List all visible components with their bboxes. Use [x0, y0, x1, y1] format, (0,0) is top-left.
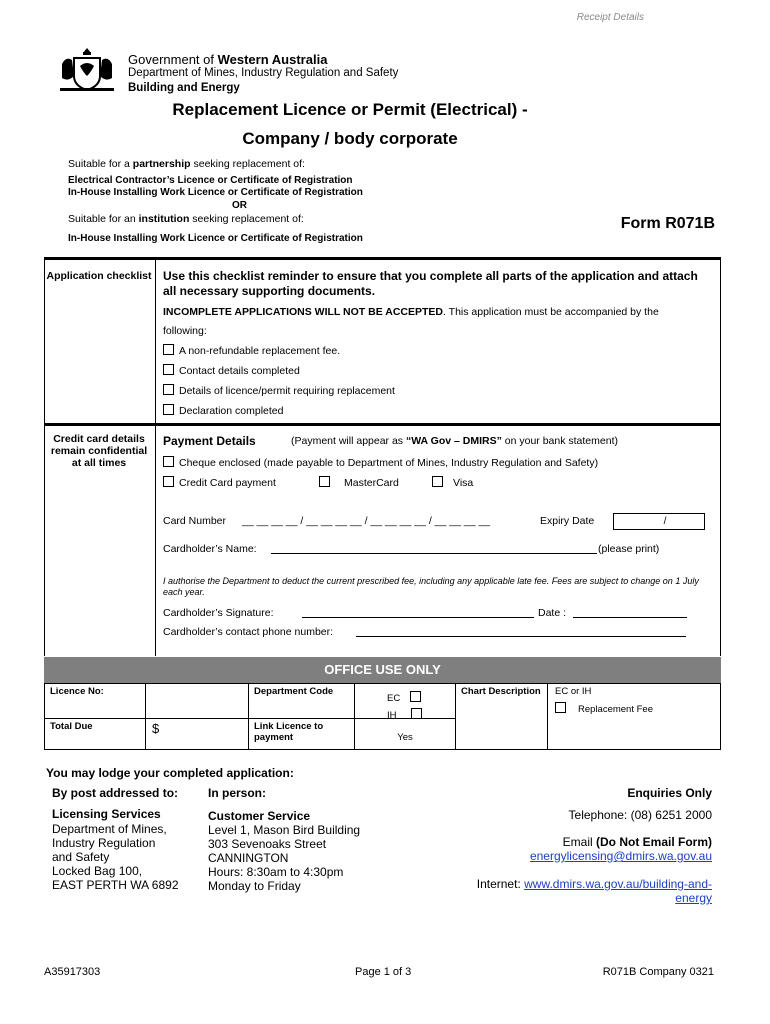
internet-line: Internet: www.dmirs.wa.gov.au/building-and- energy — [476, 877, 712, 905]
person-org: Customer Service — [208, 809, 311, 823]
form-title-line2: Company / body corporate — [242, 129, 458, 148]
chart-description-cell: Chart Description — [455, 683, 548, 750]
phone-line[interactable] — [356, 636, 686, 637]
footer-form-code: R071B Company 0321 — [602, 966, 714, 978]
checkbox[interactable] — [163, 404, 174, 415]
checkbox[interactable] — [163, 344, 174, 355]
ih-option: IH — [387, 708, 427, 721]
lodge-heading: You may lodge your completed application: — [46, 766, 294, 780]
checkbox[interactable] — [163, 364, 174, 375]
mastercard-checkbox[interactable] — [319, 476, 330, 487]
signature-line[interactable] — [302, 617, 534, 618]
label-column-divider — [155, 257, 156, 656]
email-link[interactable]: energylicensing@dmirs.wa.gov.au — [529, 849, 712, 863]
payment-note: (Payment will appear as “WA Gov – DMIRS” on your bank statement) — [291, 435, 618, 447]
checklist-item: Declaration completed — [163, 404, 283, 417]
intro-institution: Suitable for an institution seeking replacement of: — [68, 213, 304, 225]
intro-line-b: In-House Installing Work Licence or Certificate of Registration — [68, 187, 363, 198]
link-licence-yes-cell: Yes — [354, 718, 456, 750]
expiry-date-field[interactable]: / — [613, 513, 705, 530]
authorise-statement: I authorise the Department to deduct the current prescribed fee, including any applicable late fee. Fees are subject to change on 1 July each year. — [163, 576, 699, 597]
internet-link[interactable]: www.dmirs.wa.gov.au/building-and- — [524, 877, 712, 891]
ec-or-ih-label: EC or IH — [555, 686, 592, 697]
checklist-item: Contact details completed — [163, 364, 300, 377]
footer-doc-id: A35917303 — [44, 966, 101, 978]
ec-ih-cell — [354, 683, 456, 719]
intro-line-c: In-House Installing Work Licence or Certificate of Registration — [68, 233, 363, 244]
checklist-label: Application checklist — [46, 270, 152, 282]
email-label: Email (Do Not Email Form) — [562, 835, 712, 849]
phone-label: Cardholder’s contact phone number: — [163, 626, 334, 638]
form-title-line1: Replacement Licence or Permit (Electrical) - — [172, 100, 528, 119]
department-code-cell: Department Code — [248, 683, 355, 719]
telephone: Telephone: (08) 6251 2000 — [568, 808, 712, 822]
cheque-checkbox[interactable] — [163, 456, 174, 467]
signature-label: Cardholder’s Signature: — [163, 607, 274, 619]
replacement-fee-checkbox[interactable] — [555, 702, 566, 713]
date-line[interactable] — [573, 617, 687, 618]
card-number-label: Card Number — [163, 515, 227, 527]
ec-checkbox[interactable] — [410, 691, 421, 702]
expiry-date-label: Expiry Date — [540, 515, 595, 527]
section-divider-top — [44, 257, 721, 260]
licence-no-cell: Licence No: — [44, 683, 146, 719]
credit-card-checkbox[interactable] — [163, 476, 174, 487]
office-use-bar: OFFICE USE ONLY — [44, 657, 721, 683]
payment-left-border — [44, 423, 45, 656]
intro-or: OR — [232, 200, 247, 211]
total-due-cell: Total Due — [44, 718, 146, 750]
credit-card-option: Credit Card payment — [163, 476, 276, 489]
cardholder-name-label: Cardholder’s Name: — [163, 543, 257, 555]
enquiries-heading: Enquiries Only — [627, 786, 712, 800]
checklist-warning-cont: following: — [163, 325, 207, 337]
post-heading: By post addressed to: — [52, 786, 179, 800]
visa-option: Visa — [432, 476, 473, 489]
visa-checkbox[interactable] — [432, 476, 443, 487]
total-due-field[interactable]: $ — [145, 718, 249, 750]
form-number: Form R071B — [620, 215, 715, 232]
person-address: Level 1, Mason Bird Building 303 Sevenoaks Street CANNINGTON Hours: 8:30am to 4:30pm Monday to Friday — [208, 823, 361, 893]
gov-heading: Government of Western Australia — [128, 52, 328, 67]
ec-option: EC — [387, 691, 426, 704]
department-name: Department of Mines, Industry Regulation and Safety — [128, 67, 399, 79]
intro-partnership: Suitable for a partnership seeking replacement of: — [68, 158, 305, 170]
cardholder-name-line[interactable] — [271, 553, 597, 554]
receipt-details-label: Receipt Details — [576, 12, 644, 23]
date-label: Date : — [538, 607, 567, 619]
wa-government-crest-icon — [56, 44, 118, 94]
right-border — [720, 257, 721, 656]
cheque-option: Cheque enclosed (made payable to Department of Mines, Industry Regulation and Safety) — [163, 456, 598, 469]
fee-type-cell — [547, 683, 721, 750]
footer-page-number: Page 1 of 3 — [355, 966, 412, 978]
checklist-item: Details of licence/permit requiring replacement — [163, 384, 395, 397]
intro-line-a: Electrical Contractor’s Licence or Certificate of Registration — [68, 175, 353, 186]
division-name: Building and Energy — [128, 82, 240, 94]
checklist-left-border — [44, 257, 45, 424]
checklist-warning: INCOMPLETE APPLICATIONS WILL NOT BE ACCEPTED. This application must be accompanied by the — [163, 306, 659, 318]
replacement-fee-option: Replacement Fee — [555, 702, 715, 715]
checkbox[interactable] — [163, 384, 174, 395]
section-divider-middle — [44, 423, 721, 426]
licence-no-field[interactable] — [145, 683, 249, 719]
link-licence-cell: Link Licence to payment — [248, 718, 355, 750]
checklist-heading: Use this checklist reminder to ensure that you complete all parts of the application and attach all necessary supporting documents. — [163, 269, 698, 298]
please-print-label: (please print) — [598, 543, 660, 555]
post-org: Licensing Services — [52, 807, 161, 821]
payment-heading: Payment Details — [163, 434, 256, 448]
payment-confidential-label: Credit card details remain confidential at all times — [50, 433, 148, 469]
post-address: Department of Mines, Industry Regulation and Safety Locked Bag 100, EAST PERTH WA 6892 — [52, 822, 179, 892]
card-number-field[interactable]: __ __ __ __ / __ __ __ __ / __ __ __ __ / __ __ __ __ — [242, 515, 491, 527]
in-person-heading: In person: — [208, 786, 267, 800]
internet-link-cont[interactable]: energy — [675, 891, 712, 905]
mastercard-option: MasterCard — [319, 476, 399, 489]
checklist-item: A non-refundable replacement fee. — [163, 344, 340, 357]
